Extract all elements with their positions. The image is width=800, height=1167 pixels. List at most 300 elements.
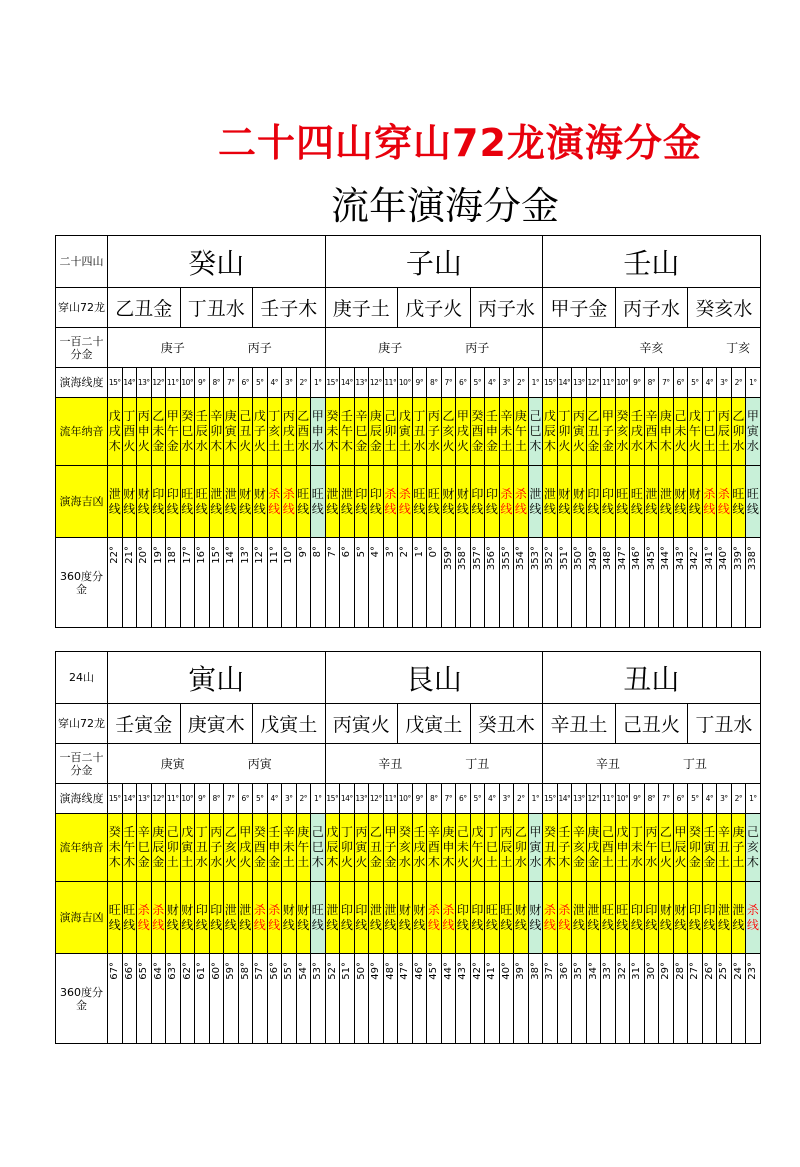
deg360-text: 63°: [167, 962, 179, 980]
deg360-text: 28°: [674, 962, 686, 980]
degree-cell: 13°: [354, 368, 369, 398]
jixiong-text: 泄线: [587, 902, 600, 932]
degree-cell: 10°: [398, 784, 413, 814]
deg360-cell: [470, 538, 485, 628]
jixiong-cell: [383, 882, 398, 954]
deg360-text: 35°: [573, 962, 585, 980]
label-deg360: 360度分金: [56, 954, 108, 1044]
jixiong-text: 财线: [674, 902, 687, 932]
deg360-text: 57°: [254, 962, 266, 980]
nayin-cell: [340, 398, 355, 466]
degree-cell: 12°: [369, 368, 384, 398]
jixiong-text: 泄线: [326, 902, 339, 932]
deg360-cell: [151, 538, 166, 628]
deg360-text: 351°: [558, 546, 570, 571]
jixiong-text: 财线: [166, 902, 179, 932]
degree-cell: 1°: [528, 368, 543, 398]
fenjin-cell: [630, 744, 674, 784]
jixiong-cell: [369, 466, 384, 538]
nayin-text: 丁卯火: [340, 825, 353, 869]
nayin-cell: [180, 398, 195, 466]
nayin-text: 辛酉木: [427, 825, 440, 869]
jixiong-text: 泄线: [210, 486, 223, 516]
fenjin-cell: 辛丑: [369, 744, 413, 784]
jixiong-cell: [702, 466, 717, 538]
nayin-cell: [615, 398, 630, 466]
nayin-text: 辛酉木: [645, 409, 658, 453]
deg360-text: 49°: [370, 962, 382, 980]
jixiong-cell: [731, 882, 746, 954]
deg360-text: 52°: [326, 962, 338, 980]
deg360-text: 355°: [500, 546, 512, 571]
jixiong-cell: [731, 466, 746, 538]
deg360-text: 41°: [486, 962, 498, 980]
nayin-cell: [528, 814, 543, 882]
nayin-text: 己巳木: [311, 825, 324, 869]
jixiong-text: 旺线: [195, 486, 208, 516]
nayin-text: 癸酉金: [253, 825, 266, 869]
jixiong-text: 杀线: [398, 486, 411, 516]
nayin-cell: [717, 814, 732, 882]
deg360-cell: [354, 538, 369, 628]
deg360-cell: [383, 954, 398, 1044]
jixiong-cell: [412, 466, 427, 538]
deg360-text: 1°: [413, 546, 425, 558]
jixiong-text: 财线: [514, 902, 527, 932]
degree-cell: 12°: [151, 784, 166, 814]
jixiong-text: 泄线: [326, 486, 339, 516]
jixiong-cell: [717, 466, 732, 538]
degree-cell: 3°: [717, 784, 732, 814]
nayin-cell: [122, 814, 137, 882]
jixiong-text: 泄线: [572, 902, 585, 932]
deg360-cell: [514, 954, 529, 1044]
nayin-text: 庚辰金: [369, 409, 382, 453]
jixiong-cell: [122, 466, 137, 538]
nayin-text: 乙卯水: [514, 825, 527, 869]
jixiong-cell: [441, 882, 456, 954]
degree-cell: 8°: [209, 784, 224, 814]
jixiong-cell: [746, 466, 761, 538]
nayin-cell: [369, 814, 384, 882]
jixiong-cell: [412, 882, 427, 954]
degree-cell: 4°: [485, 784, 500, 814]
nayin-cell: [514, 398, 529, 466]
jixiong-cell: [673, 466, 688, 538]
jixiong-cell: [746, 882, 761, 954]
nayin-text: 甲戌火: [456, 409, 469, 453]
deg360-text: 17°: [181, 546, 193, 564]
deg360-cell: [499, 954, 514, 1044]
deg360-text: 352°: [544, 546, 556, 571]
deg360-text: 354°: [515, 546, 527, 571]
jixiong-text: 泄线: [369, 902, 382, 932]
deg360-cell: [296, 954, 311, 1044]
degree-cell: 13°: [572, 784, 587, 814]
jixiong-cell: [717, 882, 732, 954]
degree-cell: 8°: [644, 784, 659, 814]
deg360-text: 37°: [544, 962, 556, 980]
jixiong-text: 财线: [137, 486, 150, 516]
deg360-cell: [340, 538, 355, 628]
deg360-cell: [746, 538, 761, 628]
degree-cell: 12°: [151, 368, 166, 398]
jixiong-text: 旺线: [181, 486, 194, 516]
nayin-cell: [659, 398, 674, 466]
jixiong-cell: [238, 466, 253, 538]
nayin-text: 癸卯金: [688, 825, 701, 869]
deg360-text: 44°: [442, 962, 454, 980]
jixiong-cell: [108, 466, 123, 538]
nayin-text: 丁未水: [630, 825, 643, 869]
jixiong-text: 泄线: [717, 902, 730, 932]
deg360-text: 51°: [341, 962, 353, 980]
deg360-text: 347°: [616, 546, 628, 571]
nayin-text: 丙戌土: [282, 409, 295, 453]
nayin-text: 庚午土: [514, 409, 527, 453]
degree-cell: 9°: [195, 368, 210, 398]
nayin-text: 丁酉火: [123, 409, 136, 453]
nayin-text: 己酉土: [601, 825, 614, 869]
jixiong-text: 杀线: [253, 902, 266, 932]
degree-cell: 13°: [572, 368, 587, 398]
deg360-text: 345°: [645, 546, 657, 571]
deg360-text: 25°: [718, 962, 730, 980]
degree-cell: 11°: [166, 368, 181, 398]
fenjin-cell: [586, 328, 630, 368]
nayin-cell: [267, 814, 282, 882]
deg360-cell: [746, 954, 761, 1044]
nayin-cell: [731, 398, 746, 466]
degree-cell: 2°: [296, 368, 311, 398]
jixiong-text: 印线: [587, 486, 600, 516]
deg360-cell: [180, 538, 195, 628]
deg360-text: 344°: [660, 546, 672, 571]
jixiong-text: 印线: [630, 902, 643, 932]
deg360-text: 341°: [703, 546, 715, 571]
deg360-text: 33°: [602, 962, 614, 980]
degree-cell: 15°: [325, 784, 340, 814]
dragon-cell: 庚子土: [325, 288, 398, 328]
degree-cell: 6°: [456, 368, 471, 398]
degree-cell: 5°: [688, 368, 703, 398]
deg360-text: 342°: [689, 546, 701, 571]
degree-cell: 6°: [456, 784, 471, 814]
nayin-text: 丁亥土: [268, 409, 281, 453]
deg360-text: 65°: [138, 962, 150, 980]
deg360-cell: [166, 538, 181, 628]
nayin-text: 丁丑水: [413, 409, 426, 453]
jixiong-text: 旺线: [427, 486, 440, 516]
deg360-text: 13°: [239, 546, 251, 564]
deg360-cell: [383, 538, 398, 628]
deg360-text: 24°: [732, 962, 744, 980]
jixiong-text: 泄线: [340, 486, 353, 516]
jixiong-text: 旺线: [746, 486, 759, 516]
deg360-cell: [441, 954, 456, 1044]
deg360-cell: [369, 954, 384, 1044]
degree-cell: 7°: [659, 368, 674, 398]
deg360-text: 39°: [515, 962, 527, 980]
jixiong-text: 杀线: [268, 486, 281, 516]
nayin-cell: [630, 398, 645, 466]
jixiong-text: 财线: [659, 902, 672, 932]
degree-cell: 2°: [514, 368, 529, 398]
deg360-text: 14°: [225, 546, 237, 564]
dragon-cell: 癸亥水: [688, 288, 761, 328]
jixiong-cell: [166, 882, 181, 954]
jixiong-text: 印线: [152, 486, 165, 516]
nayin-text: 丁丑水: [195, 825, 208, 869]
nayin-cell: [441, 398, 456, 466]
fenjin-cell: 庚子: [151, 328, 195, 368]
jixiong-cell: [673, 882, 688, 954]
nayin-cell: [398, 398, 413, 466]
deg360-cell: [282, 954, 297, 1044]
nayin-cell: [282, 814, 297, 882]
nayin-text: 戊午火: [471, 825, 484, 869]
degree-cell: 2°: [731, 784, 746, 814]
nayin-text: 丙子水: [427, 409, 440, 453]
jixiong-text: 印线: [471, 902, 484, 932]
deg360-cell: [731, 954, 746, 1044]
nayin-cell: [166, 814, 181, 882]
nayin-text: 己丑火: [239, 409, 252, 453]
nayin-cell: [137, 398, 152, 466]
nayin-cell: [644, 814, 659, 882]
deg360-text: 18°: [167, 546, 179, 564]
jixiong-text: 杀线: [514, 486, 527, 516]
nayin-cell: [702, 814, 717, 882]
jixiong-cell: [470, 882, 485, 954]
deg360-text: 48°: [384, 962, 396, 980]
nayin-cell: [296, 814, 311, 882]
fenjin-cell: [717, 744, 761, 784]
jixiong-cell: [659, 882, 674, 954]
nayin-text: 壬辰水: [195, 409, 208, 453]
deg360-text: 60°: [210, 962, 222, 980]
jixiong-cell: [122, 882, 137, 954]
degree-cell: 6°: [238, 784, 253, 814]
section-table-0: [55, 235, 761, 628]
jixiong-text: 印线: [369, 486, 382, 516]
nayin-cell: [311, 814, 326, 882]
jixiong-cell: [528, 466, 543, 538]
degree-cell: 10°: [398, 368, 413, 398]
deg360-cell: [282, 538, 297, 628]
nayin-text: 癸未木: [326, 409, 339, 453]
nayin-text: 甲子金: [601, 409, 614, 453]
jixiong-text: 印线: [456, 902, 469, 932]
jixiong-text: 财线: [674, 486, 687, 516]
jixiong-cell: [644, 882, 659, 954]
degree-cell: 8°: [209, 368, 224, 398]
deg360-cell: [122, 954, 137, 1044]
fenjin-cell: [195, 744, 239, 784]
nayin-cell: [224, 814, 239, 882]
jixiong-cell: [166, 466, 181, 538]
nayin-cell: [427, 398, 442, 466]
jixiong-text: 旺线: [601, 902, 614, 932]
nayin-text: 丁巳土: [703, 409, 716, 453]
nayin-cell: [238, 398, 253, 466]
nayin-text: 甲子金: [384, 825, 397, 869]
deg360-text: 4°: [370, 546, 382, 558]
nayin-cell: [398, 814, 413, 882]
degree-cell: 13°: [354, 784, 369, 814]
nayin-cell: [572, 398, 587, 466]
jixiong-cell: [688, 882, 703, 954]
deg360-text: 356°: [486, 546, 498, 571]
deg360-cell: [601, 954, 616, 1044]
deg360-text: 46°: [413, 962, 425, 980]
nayin-cell: [717, 398, 732, 466]
deg360-text: 38°: [529, 962, 541, 980]
dragon-cell: 壬子木: [253, 288, 326, 328]
deg360-cell: [717, 954, 732, 1044]
jixiong-text: 财线: [123, 486, 136, 516]
deg360-cell: [586, 954, 601, 1044]
deg360-cell: [108, 954, 123, 1044]
deg360-cell: [195, 954, 210, 1044]
jixiong-text: 泄线: [732, 902, 745, 932]
deg360-cell: [630, 538, 645, 628]
deg360-cell: [717, 538, 732, 628]
nayin-text: 癸亥水: [398, 825, 411, 869]
fenjin-cell: [325, 744, 369, 784]
nayin-cell: [470, 398, 485, 466]
nayin-cell: [456, 398, 471, 466]
nayin-text: 戊辰木: [326, 825, 339, 869]
nayin-cell: [180, 814, 195, 882]
nayin-cell: [470, 814, 485, 882]
nayin-text: 戊辰木: [543, 409, 556, 453]
nayin-cell: [441, 814, 456, 882]
nayin-cell: [746, 398, 761, 466]
jixiong-cell: [586, 882, 601, 954]
degree-cell: 1°: [311, 784, 326, 814]
jixiong-text: 杀线: [282, 486, 295, 516]
nayin-cell: [514, 814, 529, 882]
nayin-text: 乙丑金: [587, 409, 600, 453]
deg360-cell: [499, 538, 514, 628]
dragon-cell: 庚寅木: [180, 704, 253, 744]
degree-cell: 3°: [282, 368, 297, 398]
jixiong-text: 杀线: [500, 486, 513, 516]
degree-cell: 6°: [673, 784, 688, 814]
deg360-cell: [340, 954, 355, 1044]
nayin-cell: [108, 398, 123, 466]
dragon-cell: 丙子水: [470, 288, 543, 328]
deg360-cell: [702, 538, 717, 628]
degree-cell: 14°: [122, 784, 137, 814]
degree-cell: 14°: [557, 368, 572, 398]
deg360-cell: [369, 538, 384, 628]
nayin-cell: [586, 814, 601, 882]
deg360-text: 349°: [587, 546, 599, 571]
deg360-text: 359°: [442, 546, 454, 571]
jixiong-cell: [282, 882, 297, 954]
degree-cell: 9°: [630, 368, 645, 398]
jixiong-text: 旺线: [297, 486, 310, 516]
deg360-cell: [557, 538, 572, 628]
fenjin-cell: [282, 328, 326, 368]
jixiong-text: 杀线: [442, 902, 455, 932]
nayin-text: 戊午火: [688, 409, 701, 453]
deg360-cell: [253, 538, 268, 628]
deg360-cell: [543, 954, 558, 1044]
mountain-cell: 丑山: [543, 652, 761, 704]
nayin-cell: [195, 398, 210, 466]
mountain-cell: 寅山: [108, 652, 326, 704]
jixiong-cell: [180, 882, 195, 954]
dragon-cell: 壬寅金: [108, 704, 181, 744]
nayin-text: 庚戌金: [587, 825, 600, 869]
nayin-text: 乙卯水: [732, 409, 745, 453]
jixiong-text: 财线: [398, 902, 411, 932]
nayin-text: 癸巳水: [181, 409, 194, 453]
nayin-text: 丙午水: [645, 825, 658, 869]
deg360-cell: [354, 954, 369, 1044]
nayin-cell: [427, 814, 442, 882]
jixiong-text: 杀线: [137, 902, 150, 932]
deg360-cell: [325, 954, 340, 1044]
degree-cell: 4°: [267, 368, 282, 398]
dragon-cell: 丙寅火: [325, 704, 398, 744]
nayin-cell: [731, 814, 746, 882]
jixiong-cell: [282, 466, 297, 538]
jixiong-text: 杀线: [543, 902, 556, 932]
jixiong-text: 旺线: [616, 902, 629, 932]
fenjin-cell: 丙寅: [238, 744, 282, 784]
deg360-text: 61°: [196, 962, 208, 980]
degree-cell: 11°: [383, 784, 398, 814]
deg360-cell: [398, 954, 413, 1044]
jixiong-cell: [499, 466, 514, 538]
nayin-text: 壬戌水: [413, 825, 426, 869]
deg360-text: 340°: [718, 546, 730, 571]
nayin-cell: [543, 814, 558, 882]
jixiong-cell: [340, 882, 355, 954]
jixiong-cell: [296, 882, 311, 954]
nayin-cell: [499, 814, 514, 882]
label-degree: 演海线度: [56, 784, 108, 814]
nayin-cell: [586, 398, 601, 466]
nayin-cell: [412, 814, 427, 882]
deg360-text: 5°: [355, 546, 367, 558]
degree-cell: 3°: [499, 368, 514, 398]
jixiong-cell: [630, 466, 645, 538]
deg360-text: 7°: [326, 546, 338, 558]
jixiong-text: 杀线: [268, 902, 281, 932]
deg360-text: 358°: [457, 546, 469, 571]
deg360-cell: [557, 954, 572, 1044]
label-dragon: 穿山72龙: [56, 704, 108, 744]
label-nayin: 流年纳音: [56, 814, 108, 882]
jixiong-text: 泄线: [108, 486, 121, 516]
deg360-text: 346°: [631, 546, 643, 571]
deg360-cell: [427, 538, 442, 628]
dragon-cell: 辛丑土: [543, 704, 616, 744]
nayin-cell: [485, 814, 500, 882]
jixiong-text: 印线: [471, 486, 484, 516]
mountain-cell: 癸山: [108, 236, 326, 288]
jixiong-cell: [209, 466, 224, 538]
nayin-text: 乙未金: [152, 409, 165, 453]
jixiong-text: 财线: [529, 902, 542, 932]
nayin-cell: [325, 814, 340, 882]
label-mountain: 二十四山: [56, 236, 108, 288]
